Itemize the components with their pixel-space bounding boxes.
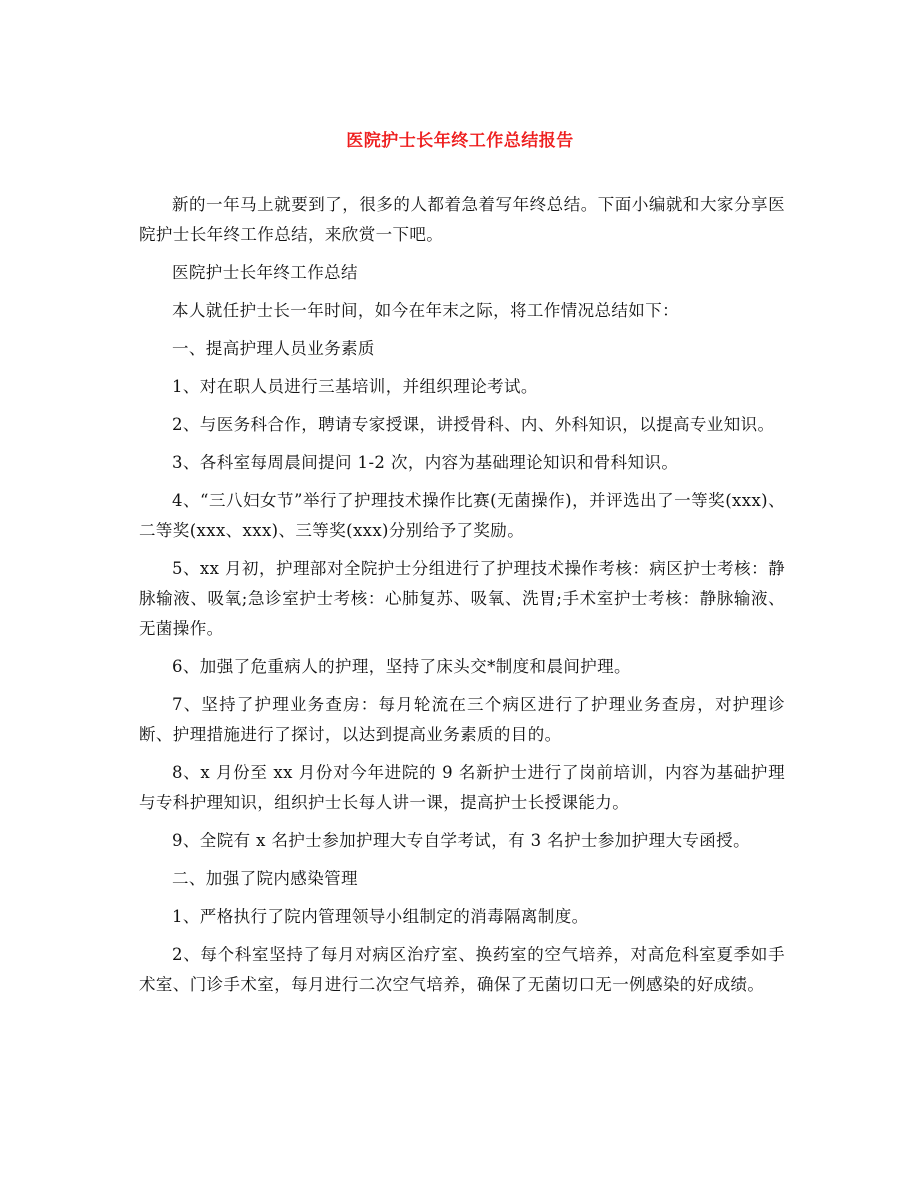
list-item: 4、“三八妇女节”举行了护理技术操作比赛(无菌操作)，并评选出了一等奖(xxx)、二等奖(xxx、xxx)、三等奖(xxx)分别给予了奖励。 [139,491,785,540]
list-item: 5、xx 月初，护理部对全院护士分组进行了护理技术操作考核：病区护士考核：静脉输液、吸氧;急诊室护士考核：心肺复苏、吸氧、洗胃;手术室护士考核：静脉输液、无菌操作。 [139,559,785,638]
list-item: 3、各科室每周晨间提问 1-2 次，内容为基础理论知识和骨科知识。 [172,453,679,472]
list-item: 8、x 月份至 xx 月份对今年进院的 9 名新护士进行了岗前培训，内容为基础护理与专科护理知识，组织护士长每人讲一课，提高护士长授课能力。 [139,763,785,812]
document-title: 医院护士长年终工作总结报告 [346,131,574,151]
paragraph-subtitle: 医院护士长年终工作总结 [172,263,358,282]
paragraph-intro: 新的一年马上就要到了，很多的人都着急着写年终总结。下面小编就和大家分享医院护士长年终工作总结，来欣赏一下吧。 [139,195,785,244]
paragraph-opening: 本人就任护士长一年时间，如今在年末之际，将工作情况总结如下： [172,301,679,320]
list-item: 9、全院有 x 名护士参加护理大专自学考试，有 3 名护士参加护理大专函授。 [172,831,750,850]
list-item: 1、严格执行了院内管理领导小组制定的消毒隔离制度。 [172,907,589,926]
list-item: 2、与医务科合作，聘请专家授课，讲授骨科、内、外科知识，以提高专业知识。 [172,415,775,434]
list-item: 1、对在职人员进行三基培训，并组织理论考试。 [172,377,538,396]
list-item: 2、每个科室坚持了每月对病区治疗室、换药室的空气培养，对高危科室夏季如手术室、门诊手术室，每月进行二次空气培养，确保了无菌切口无一例感染的好成绩。 [139,945,785,994]
section-heading-1: 一、提高护理人员业务素质 [172,339,375,358]
list-item: 7、坚持了护理业务查房：每月轮流在三个病区进行了护理业务查房，对护理诊断、护理措施进行了探讨，以达到提高业务素质的目的。 [139,695,785,744]
section-heading-2: 二、加强了院内感染管理 [172,869,358,888]
document-body [139,190,785,1008]
list-item: 6、加强了危重病人的护理，坚持了床头交*制度和晨间护理。 [172,657,631,676]
